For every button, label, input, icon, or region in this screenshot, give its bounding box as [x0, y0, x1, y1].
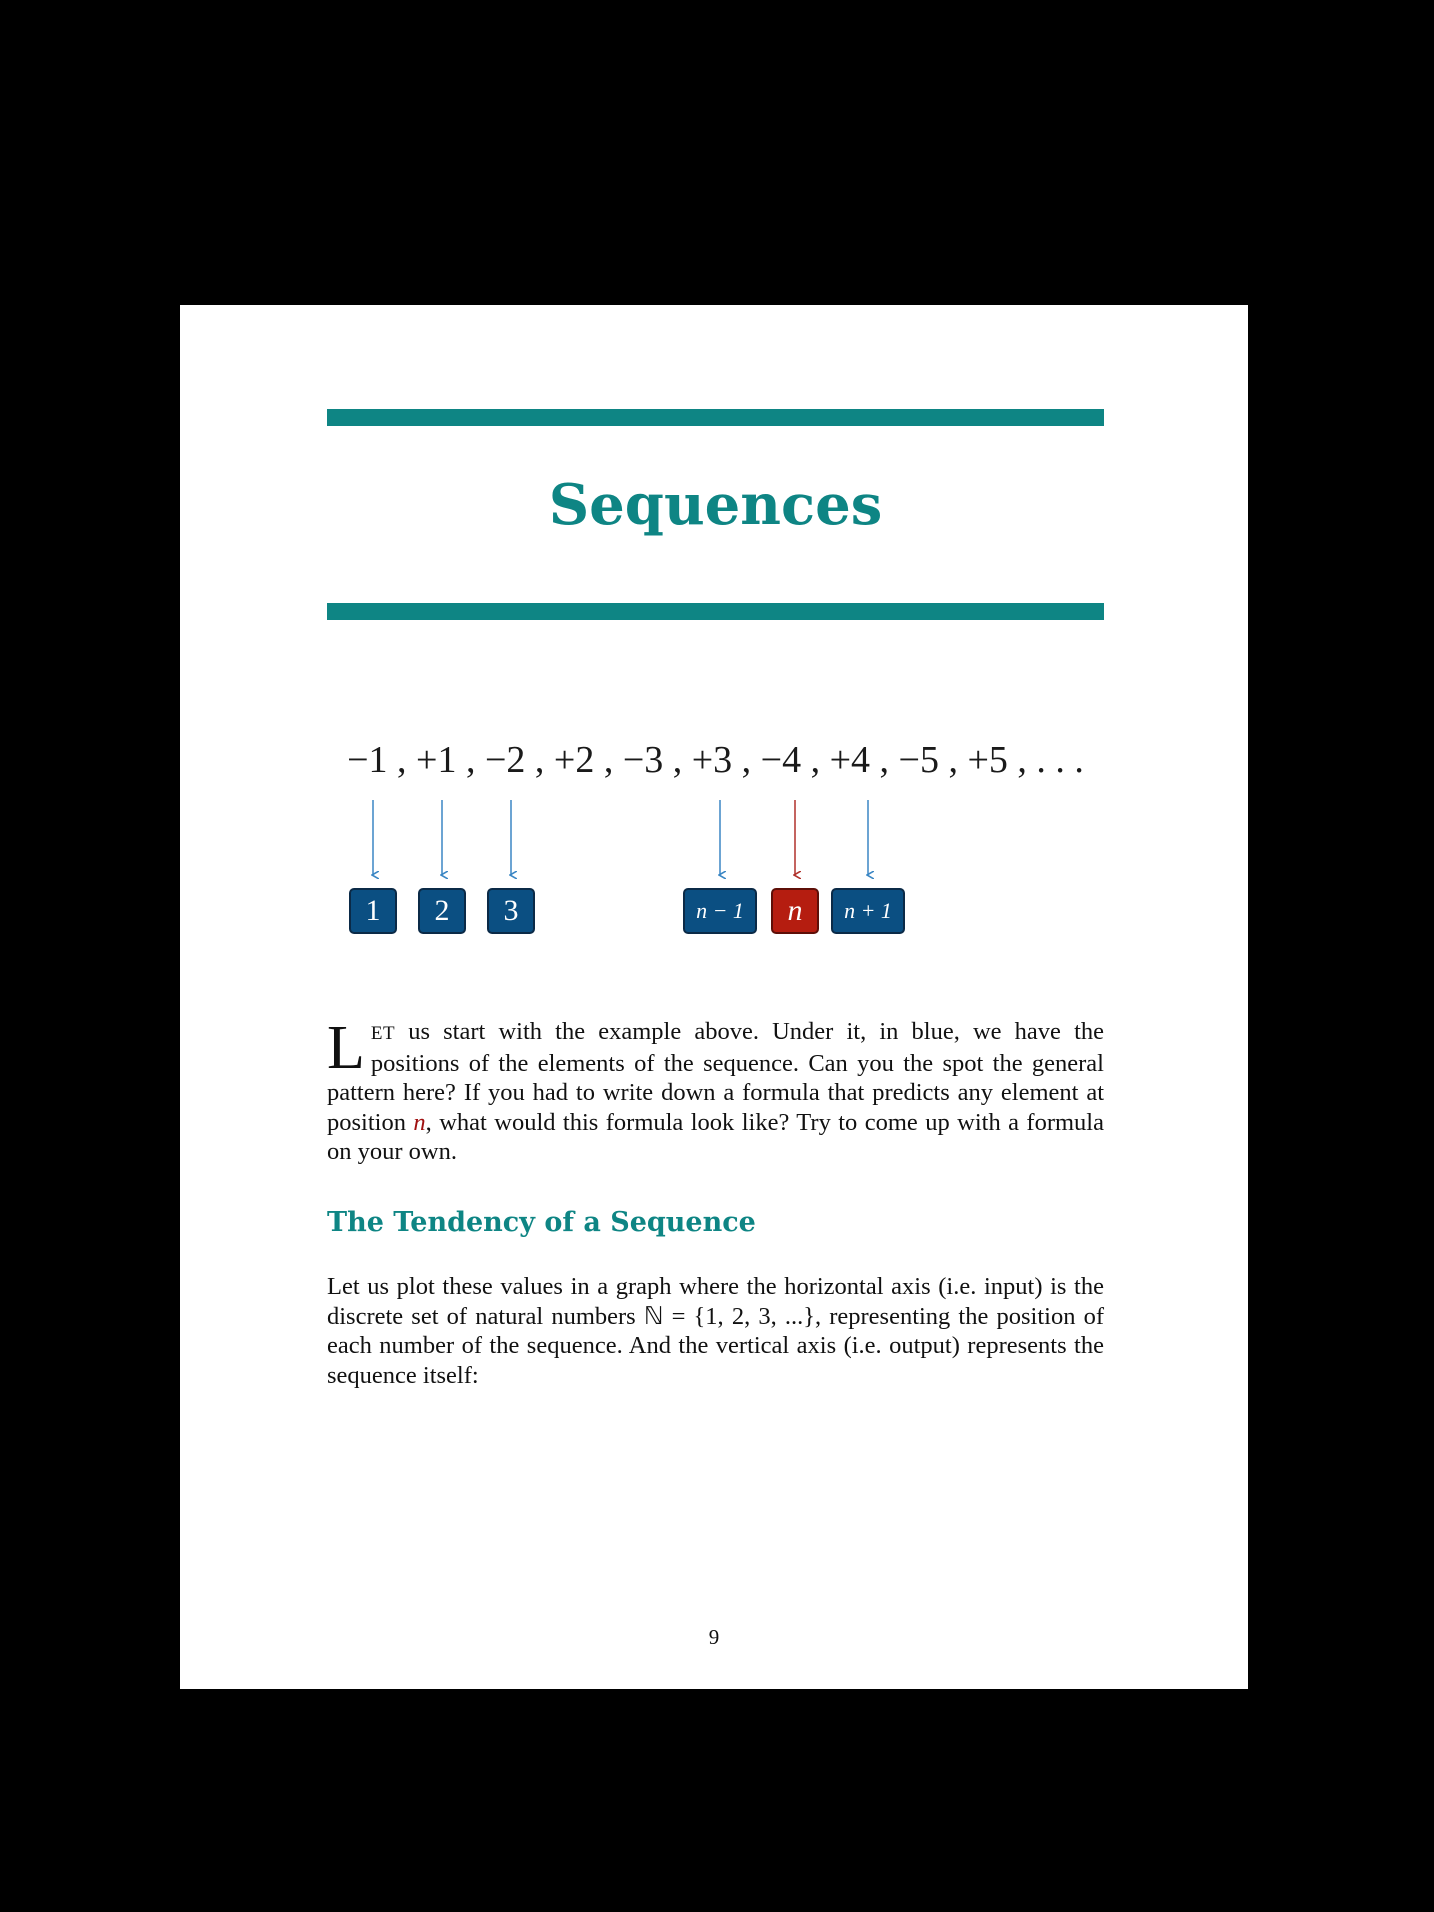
intro-text-end: , what would this formula look like? Try to come up with a formula on your own. — [327, 1108, 1104, 1166]
intro-text-start: us start with the example above. Under it, in blue, we have the positions of the elements of the sequence. Can you the spot the general pattern here? If you had to write down a formula that predicts any element at position — [327, 1018, 1104, 1136]
position-box-n-plus-1: n + 1 — [831, 888, 905, 934]
sequence-expression: −1 , +1 , −2 , +2 , −3 , +3 , −4 , +4 , −5 , +5 , . . . — [347, 739, 1084, 781]
plot-description-paragraph: Let us plot these values in a graph where the horizontal axis (i.e. input) is the discrete set of natural numbers ℕ = {1, 2, 3, ...}, representing the position of each number of the sequence. And the vertical axis (i.e. output) represents the sequence itself: — [327, 1273, 1104, 1389]
section-heading: The Tendency of a Sequence — [327, 1207, 756, 1238]
position-box-2: 2 — [418, 888, 466, 934]
position-box-n: n — [771, 888, 819, 934]
document-page — [180, 305, 1248, 1689]
drop-cap: L — [327, 1014, 365, 1082]
small-caps-lead: ET — [370, 1023, 396, 1044]
position-arrows — [180, 305, 1248, 1689]
position-box-3: 3 — [487, 888, 535, 934]
position-box-n-minus-1: n − 1 — [683, 888, 757, 934]
intro-paragraph — [327, 1014, 1104, 1167]
page-title: Sequences — [548, 472, 883, 538]
page-number: 9 — [708, 1625, 720, 1649]
variable-n: n — [413, 1108, 426, 1136]
position-box-1: 1 — [349, 888, 397, 934]
